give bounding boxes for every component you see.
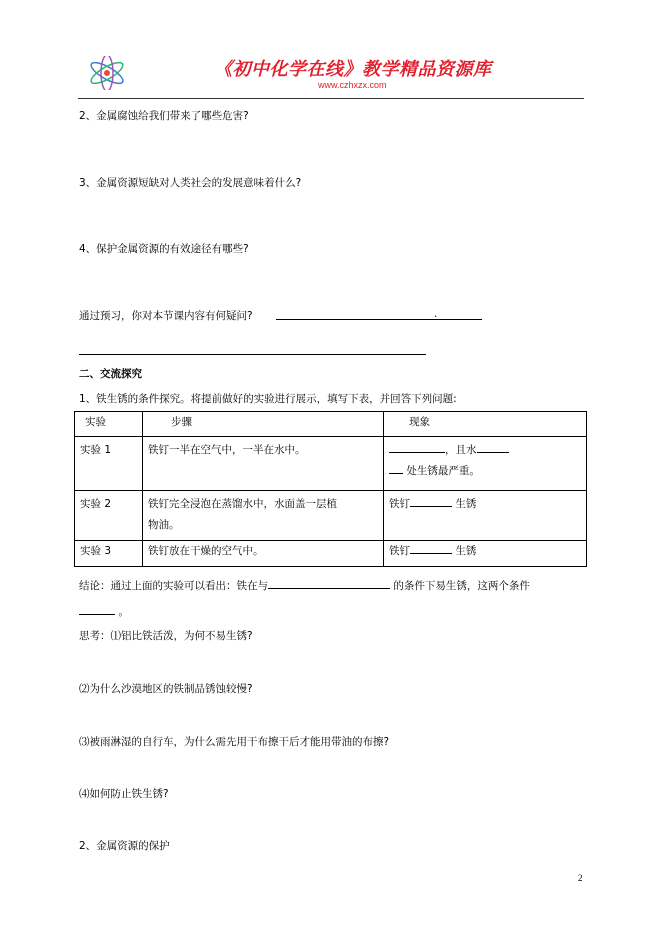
row-name: 实验 3 <box>75 541 143 567</box>
row-name: 实验 2 <box>75 491 143 541</box>
think-question-3: ⑶被雨淋湿的自行车，为什么需先用干布擦干后才能用带油的布擦? <box>79 736 390 748</box>
question-4: 4、保护金属资源的有效途径有哪些? <box>79 243 249 255</box>
question-3: 3、金属资源短缺对人类社会的发展意味着什么? <box>79 177 302 189</box>
preview-label: 通过预习，你对本节课内容有何疑问? <box>79 310 253 322</box>
header-experiment: 实验 <box>75 412 143 437</box>
table-header-row <box>75 412 587 437</box>
row-name: 实验 1 <box>75 437 143 491</box>
think-question-1: 思考：⑴铝比铁活泼，为何不易生锈? <box>79 630 253 642</box>
header-steps: 步骤 <box>143 412 384 437</box>
preview-answer-line <box>276 319 482 320</box>
think-question-2: ⑵为什么沙漠地区的铁制品锈蚀较慢? <box>79 683 253 695</box>
question-2: 2、金属腐蚀给我们带来了哪些危害? <box>79 110 249 122</box>
table-row <box>75 541 587 567</box>
think-question-4: ⑷如何防止铁生锈? <box>79 788 169 800</box>
banner-url: www.czhxzx.com <box>318 80 387 90</box>
section-2-intro: 1、铁生锈的条件探究。将提前做好的实验进行展示，填写下表，并回答下列问题: <box>79 393 457 405</box>
header-divider <box>78 98 584 99</box>
atom-logo-icon <box>84 56 130 90</box>
section-2-title: 二、交流探究 <box>79 368 142 380</box>
table-row <box>75 491 587 541</box>
row-result: ，且水 处生锈最严重。 <box>384 437 587 491</box>
row-step: 铁钉放在干燥的空气中。 <box>143 541 384 567</box>
row-result: 铁钉 生锈 <box>384 541 587 567</box>
header-phenomenon: 现象 <box>384 412 587 437</box>
preview-answer-line-2 <box>79 354 426 355</box>
row-step: 铁钉一半在空气中，一半在水中。 <box>143 437 384 491</box>
page-number: 2 <box>578 873 583 883</box>
row-step: 铁钉完全浸泡在蒸馏水中，水面盖一层植 物油。 <box>143 491 384 541</box>
preview-question <box>79 308 253 323</box>
banner-title: 《初中化学在线》教学精品资源库 <box>214 59 492 80</box>
conclusion-line: 结论：通过上面的实验可以看出：铁在与 的条件下易生锈，这两个条件 <box>79 576 530 593</box>
experiment-table <box>74 411 587 567</box>
metal-resource-protection: 2、金属资源的保护 <box>79 840 170 852</box>
preview-dot: . <box>434 308 438 320</box>
conclusion-line-2: 。 <box>79 602 129 619</box>
table-row <box>75 437 587 491</box>
row-result: 铁钉 生锈 <box>384 491 587 541</box>
